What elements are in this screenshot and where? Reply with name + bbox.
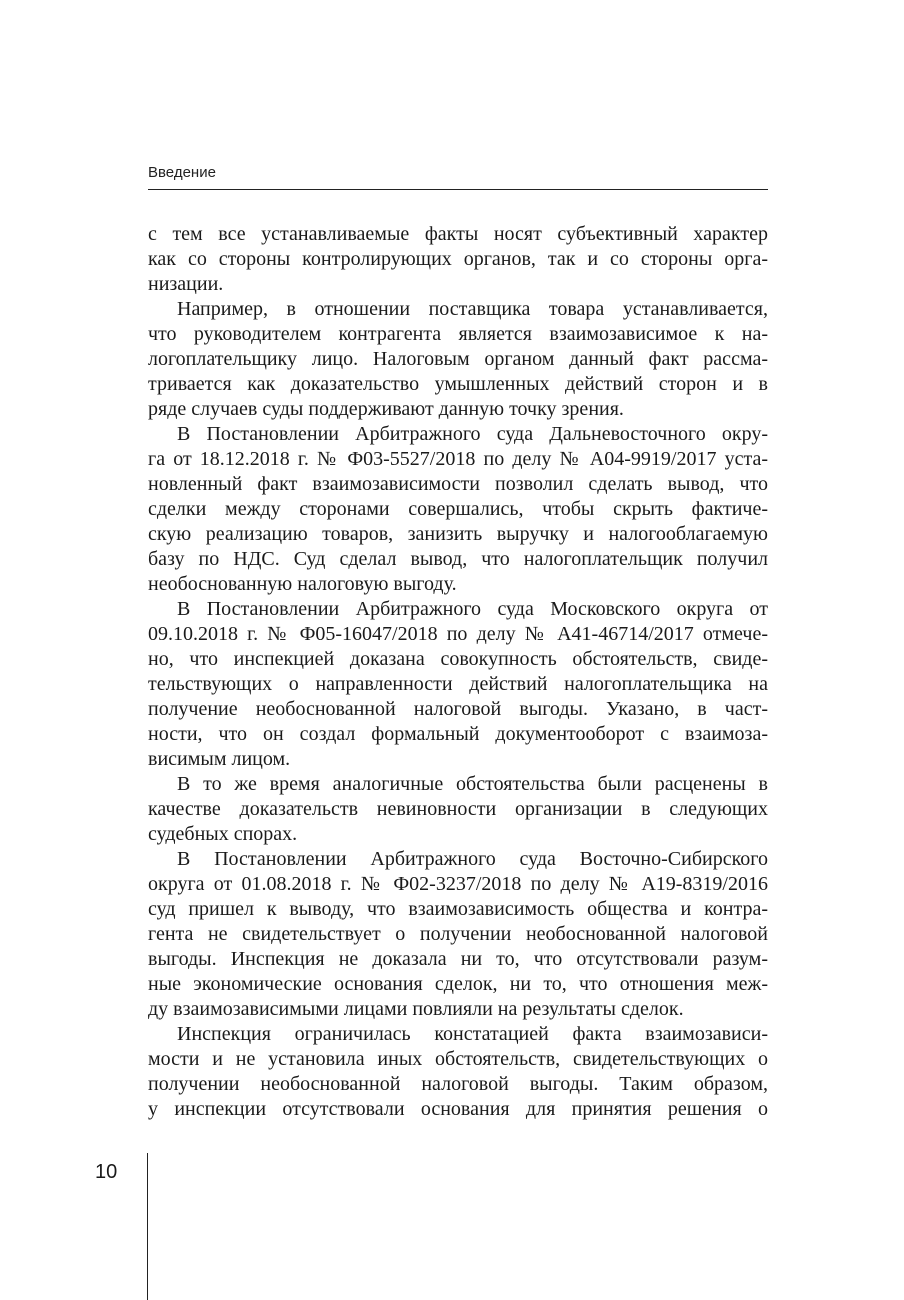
text-line: тельствующих о направленности действий налогоплательщика на <box>148 673 768 695</box>
text-line: базу по НДС. Суд сделал вывод, что налогоплательщик получил <box>148 548 768 570</box>
text-line: выгоды. Инспекция не доказала ни то, что отсутствовали разум- <box>148 948 768 970</box>
paragraph-3 <box>148 422 768 597</box>
text-line: но, что инспекцией доказана совокупность обстоятельств, свиде- <box>148 648 768 670</box>
body-text <box>148 222 768 1122</box>
text-line: новленный факт взаимозависимости позволил сделать вывод, что <box>148 473 768 495</box>
text-line: гента не свидетельствует о получении необоснованной налоговой <box>148 923 768 945</box>
text-line: у инспекции отсутствовали основания для принятия решения о <box>148 1098 768 1120</box>
text-line: необоснованную налоговую выгоду. <box>148 573 457 595</box>
paragraph-7 <box>148 1022 768 1122</box>
text-line: судебных спорах. <box>148 823 298 845</box>
text-line: ности, что он создал формальный документооборот с взаимоза- <box>148 723 768 745</box>
text-line: Например, в отношении поставщика товара устанавливается, <box>177 298 768 320</box>
text-line: с тем все устанавливаемые факты носят субъективный характер <box>148 223 768 245</box>
text-line: как со стороны контролирующих органов, так и со стороны орга- <box>148 248 768 270</box>
text-line: В Постановлении Арбитражного суда Дальневосточного окру- <box>177 423 768 445</box>
text-line: округа от 01.08.2018 г. № Ф02-3237/2018 по делу № А19-8319/2016 <box>148 873 768 895</box>
text-line: га от 18.12.2018 г. № Ф03-5527/2018 по делу № А04-9919/2017 уста- <box>148 448 768 470</box>
text-line: что руководителем контрагента является взаимозависимое к на- <box>148 323 768 345</box>
paragraph-1 <box>148 222 768 297</box>
text-line: ряде случаев суды поддерживают данную точку зрения. <box>148 398 624 420</box>
text-line: В Постановлении Арбитражного суда Московского округа от <box>177 598 768 620</box>
text-line: ные экономические основания сделок, ни то, что отношения меж- <box>148 973 768 995</box>
text-line: ду взаимозависимыми лицами повлияли на результаты сделок. <box>148 998 684 1020</box>
text-line: висимым лицом. <box>148 748 291 770</box>
text-line: скую реализацию товаров, занизить выручку и налогооблагаемую <box>148 523 768 545</box>
paragraph-4 <box>148 597 768 772</box>
text-line: суд пришел к выводу, что взаимозависимость общества и контра- <box>148 898 768 920</box>
text-line: сделки между сторонами совершались, чтобы скрыть фактиче- <box>148 498 768 520</box>
text-line: получение необоснованной налоговой выгоды. Указано, в част- <box>148 698 768 720</box>
text-line: мости и не установила иных обстоятельств, свидетельствующих о <box>148 1048 768 1070</box>
running-head-title: Введение <box>148 164 216 181</box>
footer-vertical-rule <box>147 1153 148 1300</box>
text-line: качестве доказательств невиновности организации в следующих <box>148 798 768 820</box>
text-line: тривается как доказательство умышленных действий сторон и в <box>148 373 768 395</box>
text-line: получении необоснованной налоговой выгоды. Таким образом, <box>148 1073 768 1095</box>
paragraph-2 <box>148 297 768 422</box>
text-line: В Постановлении Арбитражного суда Восточно-Сибирского <box>177 848 768 870</box>
text-line: Инспекция ограничилась констатацией факта взаимозависи- <box>177 1023 768 1045</box>
page-number: 10 <box>95 1161 118 1183</box>
paragraph-5 <box>148 772 768 847</box>
text-line: низации. <box>148 273 224 295</box>
header-rule <box>148 189 768 190</box>
text-line: 09.10.2018 г. № Ф05-16047/2018 по делу № А41-46714/2017 отмече- <box>148 623 768 645</box>
text-line: В то же время аналогичные обстоятельства были расценены в <box>177 773 768 795</box>
text-line: логоплательщику лицо. Налоговым органом данный факт рассма- <box>148 348 768 370</box>
paragraph-6 <box>148 847 768 1022</box>
